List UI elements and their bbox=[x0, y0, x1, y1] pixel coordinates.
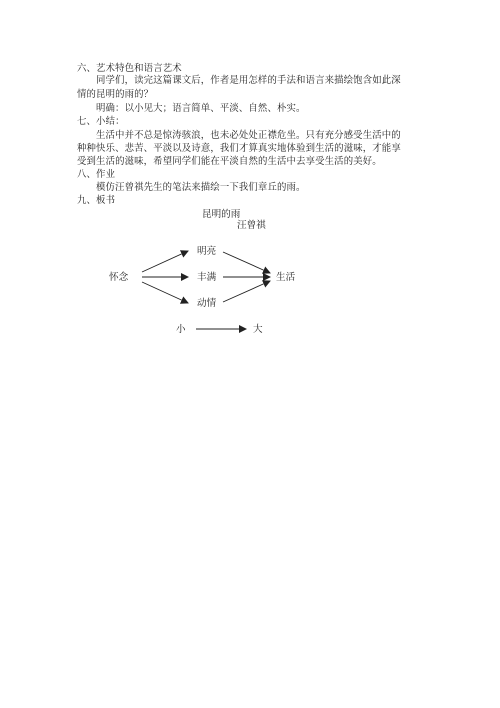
board-middle-node: 丰满 bbox=[197, 272, 217, 283]
board-title: 昆明的雨 bbox=[202, 209, 241, 220]
section-heading: 九、板书 bbox=[77, 195, 116, 206]
arrow-top-to-right bbox=[223, 252, 270, 273]
board-middle-node: 明亮 bbox=[197, 246, 217, 257]
section-heading: 七、小结： bbox=[77, 116, 125, 127]
arrow-left-to-bottom bbox=[142, 282, 188, 303]
paragraph-line: 种种快乐、悲苦、平淡以及诗意，我们才算真实地体验到生活的滋味，才能享 bbox=[77, 143, 401, 154]
arrow-bottom-to-right bbox=[223, 281, 270, 302]
board-right-node: 生活 bbox=[276, 272, 296, 283]
board-big-label: 大 bbox=[253, 324, 263, 335]
paragraph-line: 受到生活的滋味，希望同学们能在平淡自然的生活中去享受生活的美好。 bbox=[77, 156, 382, 167]
paragraph-line: 同学们，读完这篇课文后，作者是用怎样的手法和语言来描绘饱含如此深 bbox=[96, 75, 401, 86]
board-small-label: 小 bbox=[176, 324, 186, 335]
paragraph-line: 明确：以小见大；语言简单、平淡、自然、朴实。 bbox=[96, 103, 306, 114]
paragraph-line: 情的昆明的雨的？ bbox=[77, 89, 154, 100]
board-left-node: 怀念 bbox=[109, 272, 129, 283]
paragraph-line: 生活中并不总是惊涛骇浪，也未必处处正襟危坐。只有充分感受生活中的 bbox=[96, 130, 401, 141]
board-middle-node: 动情 bbox=[197, 298, 217, 309]
board-author: 汪曾祺 bbox=[237, 220, 266, 231]
arrow-left-to-top bbox=[142, 251, 188, 272]
section-heading: 六、艺术特色和语言艺术 bbox=[77, 63, 182, 74]
paragraph-line: 模仿汪曾祺先生的笔法来描绘一下我们章丘的雨。 bbox=[96, 182, 306, 193]
section-heading: 八、作业 bbox=[77, 169, 116, 180]
